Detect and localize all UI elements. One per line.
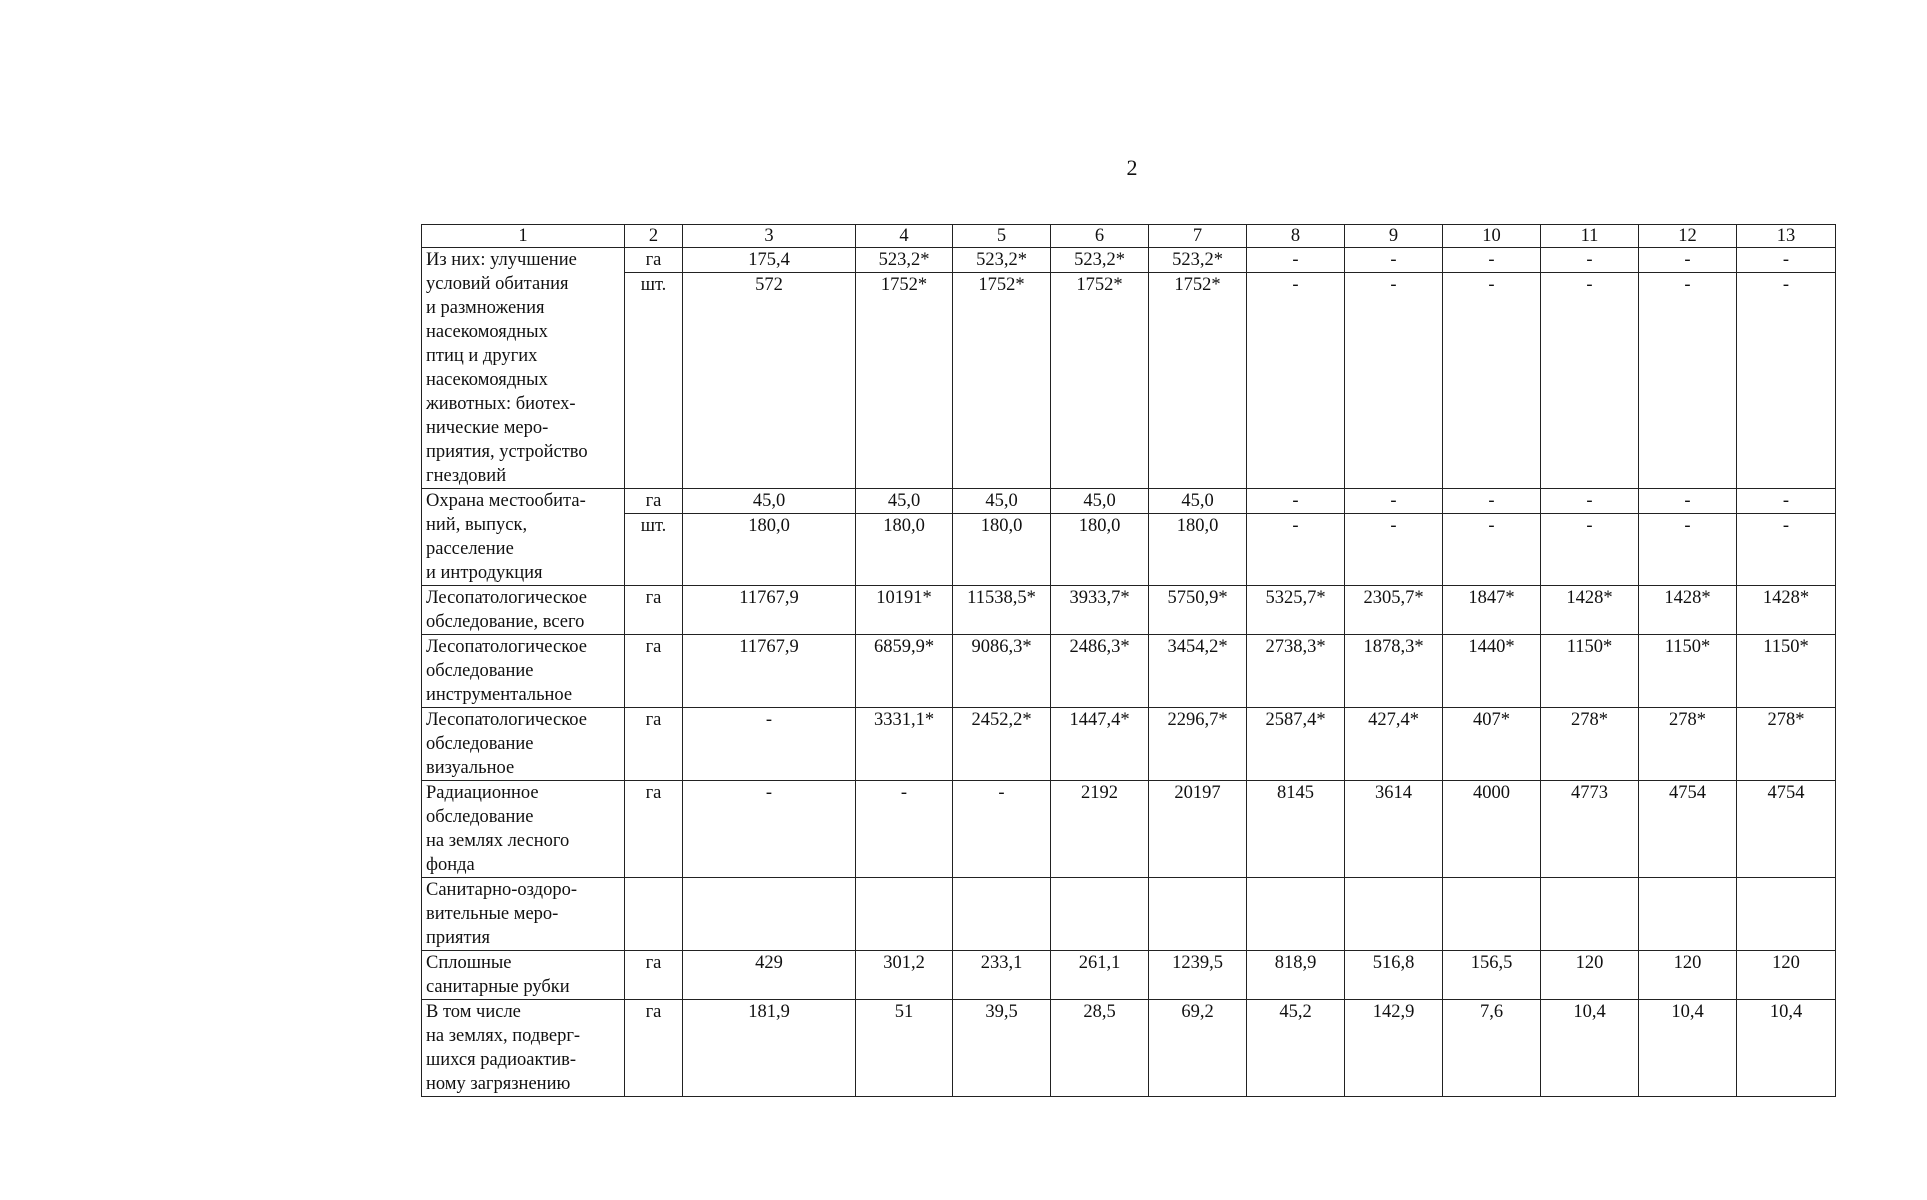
value-cell: 1150* [1737,635,1836,708]
unit-cell: га [625,489,683,514]
row-label-line: обследование [426,734,534,754]
value-cell: 5750,9* [1149,586,1247,635]
row-label [422,635,625,708]
row-label-line: на землях, подверг- [426,1026,581,1046]
row-label [422,489,625,586]
column-header: 12 [1639,225,1737,248]
column-header: 10 [1443,225,1541,248]
value-cell: - [683,781,856,878]
table-row [422,273,1836,489]
table-row [422,586,1836,635]
unit-cell: га [625,951,683,1000]
row-label-line: Санитарно-оздоро- [426,880,577,900]
row-label-line: инструментальное [426,685,573,705]
column-header: 5 [953,225,1051,248]
row-label [422,878,625,951]
value-cell: - [1639,489,1737,514]
empty-cell [953,878,1051,951]
column-header: 3 [683,225,856,248]
row-label [422,248,625,489]
value-cell: - [1737,489,1836,514]
empty-cell [1247,878,1345,951]
value-cell: 4754 [1639,781,1737,878]
value-cell: 45,0 [953,489,1051,514]
value-cell: 20197 [1149,781,1247,878]
value-cell: 2305,7* [1345,586,1443,635]
value-cell: 10,4 [1737,1000,1836,1097]
value-cell: 180,0 [1051,514,1149,586]
value-cell: 407* [1443,708,1541,781]
row-label-line: обследование [426,661,534,681]
value-cell: - [1639,248,1737,273]
value-cell: 1428* [1737,586,1836,635]
value-cell: - [1443,273,1541,489]
unit-cell: шт. [625,273,683,489]
unit-cell: га [625,708,683,781]
row-label-line: насекомоядных [426,370,548,390]
value-cell: 175,4 [683,248,856,273]
value-cell: 1239,5 [1149,951,1247,1000]
value-cell: 1752* [1149,273,1247,489]
value-cell: 45,0 [683,489,856,514]
value-cell: - [1345,489,1443,514]
row-label-line: обследование [426,807,534,827]
row-label-line: В том числе [426,1002,521,1022]
row-label-line: санитарные рубки [426,977,570,997]
value-cell: 261,1 [1051,951,1149,1000]
row-label [422,781,625,878]
row-label [422,586,625,635]
table-row [422,489,1836,514]
value-cell: 28,5 [1051,1000,1149,1097]
value-cell: 10191* [856,586,953,635]
page-number: 2 [1126,155,1138,180]
value-cell: 39,5 [953,1000,1051,1097]
empty-cell [856,878,953,951]
row-label-line: и размножения [426,298,545,318]
value-cell: 1150* [1541,635,1639,708]
row-label-line: Охрана местообита- [426,491,586,511]
unit-cell: га [625,1000,683,1097]
table-row [422,708,1836,781]
value-cell: 233,1 [953,951,1051,1000]
unit-cell: га [625,781,683,878]
unit-cell: га [625,248,683,273]
value-cell: 4000 [1443,781,1541,878]
value-cell: - [1541,248,1639,273]
value-cell: 2452,2* [953,708,1051,781]
column-header: 11 [1541,225,1639,248]
value-cell: 1440* [1443,635,1541,708]
column-header: 4 [856,225,953,248]
row-label-line: приятия, устройство [426,442,588,462]
row-label-line: Лесопатологическое [426,710,587,730]
value-cell: - [1541,514,1639,586]
value-cell: - [856,781,953,878]
column-header: 13 [1737,225,1836,248]
value-cell: 2296,7* [1149,708,1247,781]
table-row [422,781,1836,878]
value-cell: - [1247,514,1345,586]
value-cell: 10,4 [1639,1000,1737,1097]
value-cell: 1847* [1443,586,1541,635]
value-cell: 1447,4* [1051,708,1149,781]
value-cell: - [1443,489,1541,514]
value-cell: 4754 [1737,781,1836,878]
empty-cell [1639,878,1737,951]
value-cell: 1150* [1639,635,1737,708]
empty-cell [683,878,856,951]
unit-cell: шт. [625,514,683,586]
value-cell: 51 [856,1000,953,1097]
table-row [422,248,1836,273]
value-cell: - [1541,489,1639,514]
row-label-line: гнездовий [426,466,507,486]
value-cell: - [1541,273,1639,489]
column-header: 6 [1051,225,1149,248]
column-header: 8 [1247,225,1345,248]
value-cell: 572 [683,273,856,489]
table-row [422,635,1836,708]
column-header: 9 [1345,225,1443,248]
empty-cell [1541,878,1639,951]
row-label-line: Лесопатологическое [426,637,587,657]
row-label [422,708,625,781]
value-cell: - [953,781,1051,878]
value-cell: 8145 [1247,781,1345,878]
value-cell: 5325,7* [1247,586,1345,635]
unit-cell: га [625,635,683,708]
value-cell: - [1345,273,1443,489]
header-row [422,225,1836,248]
empty-cell [1149,878,1247,951]
value-cell: 2587,4* [1247,708,1345,781]
value-cell: 45,0 [856,489,953,514]
value-cell: 427,4* [1345,708,1443,781]
row-label-line: фонда [426,855,475,875]
unit-cell: га [625,586,683,635]
value-cell: 278* [1639,708,1737,781]
value-cell: - [1737,514,1836,586]
row-label-line: ному загрязнению [426,1074,571,1094]
value-cell: 180,0 [1149,514,1247,586]
value-cell: 1752* [1051,273,1149,489]
row-label-line: условий обитания [426,274,569,294]
value-cell: - [1639,514,1737,586]
value-cell: - [1737,273,1836,489]
table-row [422,1000,1836,1097]
row-label-line: нические меро- [426,418,549,438]
value-cell: 45,0 [1051,489,1149,514]
value-cell: 3614 [1345,781,1443,878]
value-cell: - [1443,514,1541,586]
value-cell: 69,2 [1149,1000,1247,1097]
value-cell: 2486,3* [1051,635,1149,708]
value-cell: 1752* [953,273,1051,489]
value-cell: - [1737,248,1836,273]
value-cell: 2738,3* [1247,635,1345,708]
row-label-line: приятия [426,928,491,948]
row-label-line: Из них: улучшение [426,250,577,270]
row-label-line: вительные меро- [426,904,559,924]
value-cell: 156,5 [1443,951,1541,1000]
value-cell: 142,9 [1345,1000,1443,1097]
row-label-line: Радиационное [426,783,539,803]
value-cell: 6859,9* [856,635,953,708]
table-row [422,951,1836,1000]
row-label-line: и интродукция [426,563,543,583]
row-label-line: на землях лесного [426,831,570,851]
value-cell: - [1247,273,1345,489]
column-header: 1 [422,225,625,248]
value-cell: 120 [1639,951,1737,1000]
row-label-line: шихся радиоактив- [426,1050,577,1070]
value-cell: - [1345,248,1443,273]
value-cell: - [683,708,856,781]
value-cell: 2192 [1051,781,1149,878]
value-cell: - [1639,273,1737,489]
value-cell: 1752* [856,273,953,489]
value-cell: 180,0 [683,514,856,586]
empty-cell [1051,878,1149,951]
value-cell: 120 [1541,951,1639,1000]
value-cell: 1878,3* [1345,635,1443,708]
value-cell: 10,4 [1541,1000,1639,1097]
row-label [422,1000,625,1097]
value-cell: 7,6 [1443,1000,1541,1097]
row-label-line: птиц и других [426,346,538,366]
empty-cell [1345,878,1443,951]
value-cell: 45,0 [1149,489,1247,514]
value-cell: 180,0 [953,514,1051,586]
row-label-line: Лесопатологическое [426,588,587,608]
row-label-line: Сплошные [426,953,512,973]
value-cell: 523,2* [953,248,1051,273]
value-cell: 523,2* [856,248,953,273]
value-cell: 45,2 [1247,1000,1345,1097]
row-label [422,951,625,1000]
value-cell: 278* [1541,708,1639,781]
empty-cell [1443,878,1541,951]
value-cell: 120 [1737,951,1836,1000]
value-cell: 11538,5* [953,586,1051,635]
value-cell: 516,8 [1345,951,1443,1000]
value-cell: - [1247,489,1345,514]
value-cell: 9086,3* [953,635,1051,708]
value-cell: 523,2* [1051,248,1149,273]
value-cell: 11767,9 [683,586,856,635]
value-cell: 523,2* [1149,248,1247,273]
value-cell: 429 [683,951,856,1000]
row-label-line: расселение [426,539,514,559]
value-cell: 278* [1737,708,1836,781]
value-cell: 1428* [1541,586,1639,635]
value-cell: 818,9 [1247,951,1345,1000]
row-label-line: насекомоядных [426,322,548,342]
value-cell: 301,2 [856,951,953,1000]
empty-cell [625,878,683,951]
value-cell: 3933,7* [1051,586,1149,635]
value-cell: 180,0 [856,514,953,586]
value-cell: - [1247,248,1345,273]
table-row [422,878,1836,951]
value-cell: 3331,1* [856,708,953,781]
data-table [421,224,1836,1097]
value-cell: 4773 [1541,781,1639,878]
column-header: 2 [625,225,683,248]
column-header: 7 [1149,225,1247,248]
value-cell: - [1345,514,1443,586]
table-row [422,514,1836,586]
value-cell: 1428* [1639,586,1737,635]
row-label-line: животных: биотех- [426,394,576,414]
value-cell: - [1443,248,1541,273]
row-label-line: визуальное [426,758,515,778]
row-label-line: обследование, всего [426,612,585,632]
row-label-line: ний, выпуск, [426,515,528,535]
empty-cell [1737,878,1836,951]
value-cell: 11767,9 [683,635,856,708]
value-cell: 3454,2* [1149,635,1247,708]
value-cell: 181,9 [683,1000,856,1097]
